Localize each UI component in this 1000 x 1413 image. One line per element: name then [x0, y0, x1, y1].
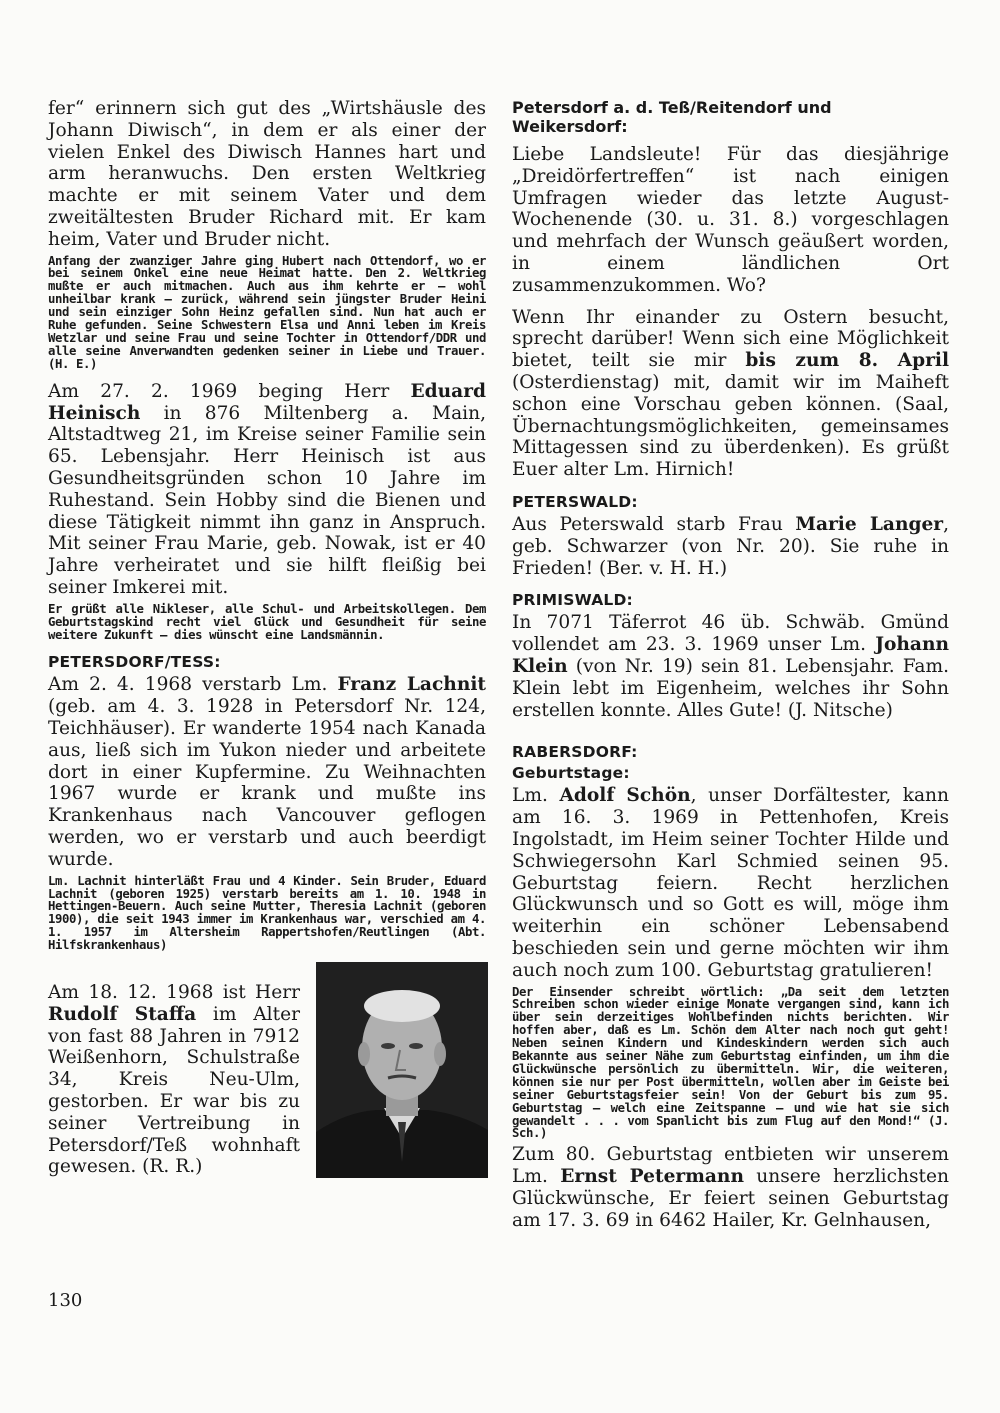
note-heinisch-greeting: Er grüßt alle Nikleser, alle Schul- und Arbeitskollegen. Dem Geburtstagskind recht viel Glück und Gesundheit für seine weitere Zukunft — dies wünscht eine Landsmännin. — [48, 601, 486, 642]
right-column — [512, 98, 949, 1234]
paragraph-diwisch: fer“ erinnern sich gut des „Wirtshäusle des Johann Diwisch“, in dem er als einer der vielen Enkel des Diwisch Hannes hart und arm heranwuchs. Den ersten Weltkrieg machte er mit seinem Vater und dem zweitältesten Bruder Richard mit. Er kam heim, Vater und Bruder nicht. — [48, 98, 486, 250]
paragraph-schoen: Lm. Adolf Schön, unser Dorfältester, kann am 16. 3. 1969 in Pettenhofen, Kreis Ingolstadt, im Heim seiner Tochter Hilde und Schwiegersohn Karl Schmied seinen 95. Geburtstag feiern. Recht herzlichen Glückwunsch und so Gott es will, möge ihm weiterhin ein schöner Lebensabend beschieden sein und gerne möchten wir ihm auch noch zum 100. Geburtstag gratulieren! — [512, 785, 949, 981]
portrait-photo — [316, 962, 488, 1178]
paragraph-ostern: Wenn Ihr einander zu Ostern besucht, sprecht darüber! Wenn sich eine Möglichkeit bietet, teilt sie mir bis zum 8. April (Osterdienstag) mit, damit wir im Maiheft schon eine Vorschau geben können. (Saal, Übernachtungsmöglichkeiten, gemeinsames Mittagessen sind zu überdenken). Es grüßt Euer alter Lm. Hirnich! — [512, 306, 950, 481]
paragraph-klein: In 7071 Täferrot 46 üb. Schwäb. Gmünd vollendet am 23. 3. 1969 unser Lm. Johann Klein (von Nr. 19) sein 81. Lebensjahr. Fam. Klein lebt im Eigenheim, welches ihr Sohn erstellen konnte. Alles Gute! (J. Nitsche) — [512, 612, 949, 721]
paragraph-langer: Aus Peterswald starb Frau Marie Langer, geb. Schwarzer (von Nr. 20). Sie ruhe in Frieden! (Ber. v. H. H.) — [512, 513, 950, 579]
portrait-illustration — [316, 962, 488, 1178]
paragraph-heinisch: Am 27. 2. 1969 beging Herr Eduard Heinisch in 876 Miltenberg a. Main, Altstadtweg 21, im Kreise seiner Familie sein 65. Lebensjahr. Herr Heinisch ist aus Gesundheitsgründen schon 10 Jahre im Ruhestand. Sein Hobby sind die Bienen und diese Tätigkeit nimmt ihn ganz in Anspruch. Mit seiner Frau Marie, geb. Nowak, ist er 40 Jahre verheiratet und sie hilft fleißig bei seiner Imkerei mit. — [48, 380, 486, 598]
paragraph-dreidoerfertreffen: Liebe Landsleute! Für das diesjährige „Dreidörfertreffen“ ist nach einigen Umfragen wieder das letzte August-Wochenende (30. u. 31. 8.) vorgeschlagen und mehrfach der Wunsch geäußert worden, in einem ländlichen Ort zusammenzukommen. Wo? — [512, 144, 949, 296]
left-column — [48, 98, 486, 1184]
paragraph-lachnit: Am 2. 4. 1968 verstarb Lm. Franz Lachnit (geb. am 4. 3. 1928 in Petersdorf Nr. 124, Teichhäuser). Er wanderte 1954 nach Kanada aus, ließ sich im Yukon nieder und arbeitete dort in einer Kupfermine. Zu Weihnachten 1967 wurde er krank und mußte ins Krankenhaus nach Vancouver geflogen werden, wo er verstarb und auch beerdigt wurde. — [48, 674, 486, 870]
heading-primiswald: PRIMISWALD: — [512, 591, 633, 610]
note-lachnit: Lm. Lachnit hinterläßt Frau und 4 Kinder. Sein Bruder, Eduard Lachnit (geboren 1925) verstarb bereits am 1. 10. 1948 in Hettingen-Beuern. Auch seine Mutter, Theresia Lachnit (geboren 1900), die seit 1943 immer im Krankenhaus war, verschied am 4. 1. 1957 im Altersheim Rappertshofen/Reutlingen (Abt. Hilfskrankenhaus) — [48, 873, 486, 953]
paragraph-staffa: Am 18. 12. 1968 ist Herr Rudolf Staffa im Alter von fast 88 Jahren in 7912 Weißenhorn, Schulstraße 34, Kreis Neu-Ulm, gestorben. Er war bis zu seiner Vertreibung in Petersdorf/Teß wohnhaft gewesen. (R. R.) — [48, 982, 300, 1178]
paragraph-petermann: Zum 80. Geburtstag entbieten wir unserem Lm. Ernst Petermann unsere herzlichsten Glückwünsche, Er feiert seinen Geburtstag am 17. 3. 69 in 6462 Hailer, Kr. Gelnhausen, — [512, 1144, 949, 1231]
heading-rabersdorf: RABERSDORF: — [512, 743, 638, 762]
note-hubert: Anfang der zwanziger Jahre ging Hubert nach Ottendorf, wo er bei seinem Onkel eine neue Heimat hatte. Den 2. Weltkrieg mußte er auch mitmachen. Auch aus ihm kehrte er — wohl unheilbar krank — zurück, während sein jüngster Bruder Heini und sein einziger Sohn Heinz gefallen sind. Nun hat auch er Ruhe gefunden. Seine Schwestern Elsa und Anni leben im Kreis Wetzlar und seine Frau und seine Tochter in Ottendorf/DDR und alle seine Anverwandten gedenken seiner in Liebe und Trauer. (H. E.) — [48, 253, 486, 371]
heading-geburtstage: Geburtstage: — [512, 764, 630, 783]
heading-peterswald: PETERSWALD: — [512, 492, 638, 511]
heading-petersdorf-reitendorf: Petersdorf a. d. Teß/Reitendorf und Weikersdorf: — [512, 98, 832, 136]
page-number: 130 — [48, 1290, 83, 1311]
heading-petersdorf-tess: PETERSDORF/TESS: — [48, 653, 221, 672]
note-einsender: Der Einsender schreibt wörtlich: „Da seit dem letzten Schreiben schon wieder einige Monate vergangen sind, kann ich über sein derzeitiges Wohlbefinden nichts berichten. Wir hoffen aber, daß es Lm. Schön dem Alter nach noch gut geht! Neben seinen Kindern und Kindeskindern werden sich auch Bekannte aus seiner Nähe zum Geburtstag einfinden, um ihm die Glückwünsche persönlich zu übermitteln. Wir, die weiteren, können sie nur per Post übermitteln, wollen aber im Geiste bei seiner Geburtstagsfeier sein! Von der Geburt bis zum 95. Geburtstag — welch eine Zeitspanne — und wie hat sie sich gewandelt . . . vom Spanlicht bis zum Flug auf den Mond!“ (J. Sch.) — [512, 984, 949, 1141]
staffa-obituary — [48, 962, 486, 1184]
